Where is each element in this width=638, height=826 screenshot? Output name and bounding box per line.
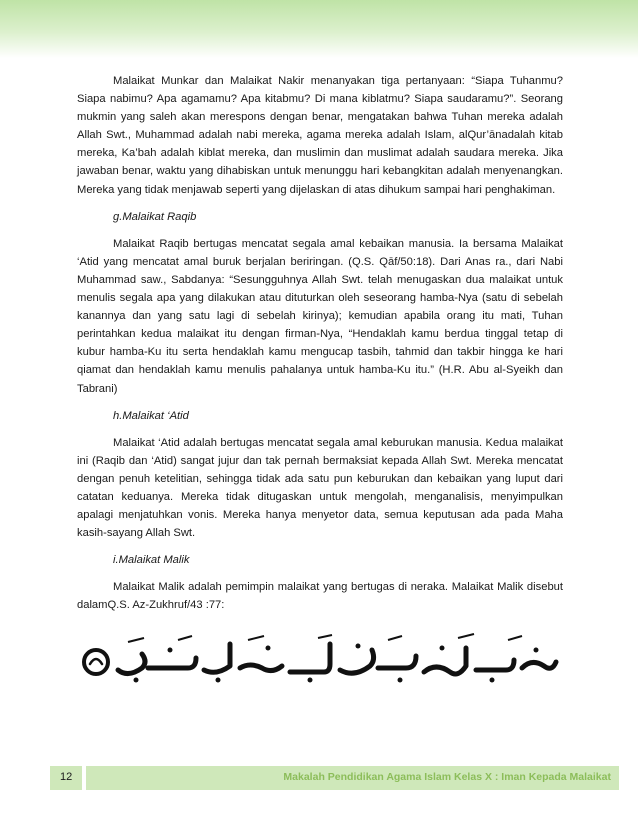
arabic-calligraphy-icon <box>78 632 563 688</box>
paragraph-munkar-nakir: Malaikat Munkar dan Malaikat Nakir menanyakan tiga pertanyaan: “Siapa Tuhanmu? Siapa nabimu? Apa agamamu? Apa kitabmu? Di mana kiblatmu? Siapa saudaramu?”. Seorang mukmin yang saleh akan merespons dengan benar, mengatakan bahwa Tuhan mereka adalah Allah Swt., Muhammad adalah nabi mereka, agama mereka adalah Islam, alQur’ānadalah kitab mereka, Ka’bah adalah kiblat mereka, dan muslimin dan muslimat adalah saudara mereka. Jika jawaban benar, waktu yang dihabiskan untuk menunggu hari kebangkitan adalah menyenangkan. Mereka yang tidak menjawab seperti yang dijelaskan di atas dihukum sampai hari penghakiman. <box>77 75 563 196</box>
paragraph-malaikat-malik: Malaikat Malik adalah pemimpin malaikat yang bertugas di neraka. Malaikat Malik disebut dalamQ.S. Az-Zukhruf/43 :77: <box>77 581 563 612</box>
quran-verse-image <box>78 632 563 688</box>
page-content <box>77 72 563 615</box>
footer-title-box <box>86 766 619 790</box>
heading-malaikat-malik: i.Malaikat Malik <box>113 554 190 567</box>
paragraph-malaikat-raqib: Malaikat Raqib bertugas mencatat segala amal kebaikan manusia. Ia bersama Malaikat ‘Atid yang mencatat amal buruk berjalan beriringan. (Q.S. Qāf/50:18). Dari Anas ra., dari Nabi Muhammad saw., Sabdanya: “Sesungguhnya Allah Swt. telah menugaskan dua malaikat untuk menulis segala apa yang dilakukan atau dituturkan oleh seseorang hamba-Nya (satu di sebelah kanannya dan yang satu lagi di sebelah kirinya); kemudian apabila orang itu mati, Tuhan perintahkan kedua malaikat itu dengan firman-Nya, “Hendaklah kamu berdua tinggal tetap di kubur hamba-Ku itu serta hendaklah kamu mengucap tasbih, tahmid dan takbir hingga ke hari qiamat dan hendaklah kamu menulis pahalanya untuk hamba-Ku itu.” (H.R. Abu al-Syeikh dan Tabrani) <box>77 237 563 395</box>
heading-malaikat-raqib: g.Malaikat Raqib <box>113 210 197 223</box>
page-number: 12 <box>60 771 73 783</box>
heading-malaikat-atid: h.Malaikat ‘Atid <box>113 409 189 422</box>
paragraph-malaikat-atid: Malaikat ‘Atid adalah bertugas mencatat segala amal keburukan manusia. Kedua malaikat ini (Raqib dan ‘Atid) sangat jujur dan tak pernah bermaksiat kepada Allah Swt. Mereka mencatat dengan penuh ketelitian, sehingga tidak ada satu pun keburukan dan kebaikan yang luput dari catatan keduanya. Mereka tidak ditugaskan untuk mengolah, menganalisis, menyimpulkan apalagi menjatuhkan vonis. Mereka hanya menyetor data, semua keputusan ada pada Maha kasih-sayang Allah Swt. <box>77 436 563 540</box>
page-footer <box>50 766 619 790</box>
header-band <box>0 0 638 58</box>
footer-page-box <box>50 766 82 790</box>
footer-title: Makalah Pendidikan Agama Islam Kelas X : Iman Kepada Malaikat <box>283 771 611 783</box>
